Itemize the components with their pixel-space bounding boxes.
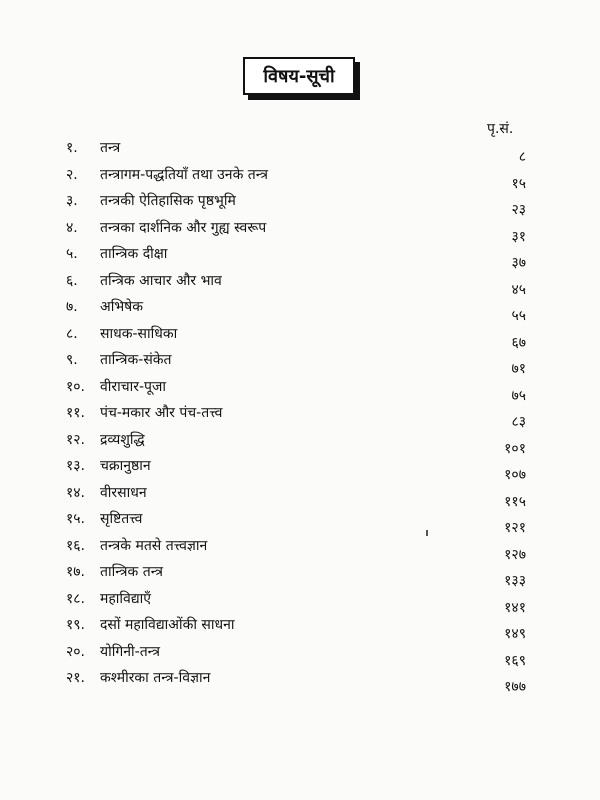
entry-title: वीराचार-पूजा — [100, 378, 167, 395]
entry-page: ५५ — [511, 308, 526, 324]
toc-entry — [66, 430, 526, 457]
entry-title: तान्त्रिक दीक्षा — [100, 246, 168, 262]
toc-entry — [66, 456, 526, 483]
entry-page: १४१ — [504, 599, 526, 616]
toc-entry — [66, 350, 526, 377]
toc-entry — [66, 165, 526, 192]
toc-entry — [66, 138, 526, 165]
entry-number: १५. — [66, 511, 86, 527]
entry-title: दसों महाविद्याओंकी साधना — [100, 617, 235, 633]
entry-page: ८३ — [511, 414, 526, 430]
entry-page: २३ — [511, 202, 526, 218]
entry-page: १४९ — [504, 626, 526, 642]
toc-entry — [66, 297, 526, 324]
toc-entry — [66, 562, 526, 589]
entry-number: १७. — [66, 564, 86, 580]
entry-page: १२७ — [504, 546, 526, 563]
entry-number: ५. — [66, 246, 78, 262]
entry-title: महाविद्याएँ — [100, 590, 152, 607]
entry-page: ७१ — [511, 361, 526, 377]
entry-number: १४. — [66, 484, 86, 501]
entry-number: ११. — [66, 405, 86, 421]
page-number-header: पृ.सं. — [487, 121, 514, 137]
toc-entry — [66, 589, 526, 616]
entry-page: १२१ — [504, 520, 526, 536]
entry-page: ६७ — [511, 334, 526, 351]
entry-page: ३७ — [511, 255, 526, 271]
entry-title: योगिनी-तन्त्र — [100, 643, 160, 660]
entry-title: अभिषेक — [100, 299, 144, 315]
entry-number: ७. — [66, 299, 78, 315]
page-title — [243, 57, 355, 95]
entry-number: १०. — [66, 378, 86, 395]
toc-entry — [66, 668, 526, 695]
entry-number: ४. — [66, 219, 78, 236]
entry-number: २. — [66, 166, 78, 183]
entry-number: १९. — [66, 617, 86, 633]
entry-page: १५ — [511, 175, 526, 192]
entry-title: तान्त्रिक तन्त्र — [100, 564, 163, 580]
entry-title: वीरसाधन — [100, 484, 147, 501]
toc-entry — [66, 642, 526, 669]
entry-title: द्रव्यशुद्धि — [100, 431, 145, 448]
toc-entry — [66, 218, 526, 245]
entry-title: तन्त्र — [100, 140, 121, 156]
title-text: विषय-सूची — [263, 66, 335, 87]
entry-page: १७७ — [504, 679, 526, 695]
toc-entry — [66, 244, 526, 271]
toc-entry — [66, 377, 526, 404]
entry-page: ३१ — [511, 228, 526, 245]
entry-title: तन्त्रका दार्शनिक और गुह्य स्वरूप — [100, 219, 267, 236]
entry-number: २१. — [66, 670, 86, 686]
entry-number: ३. — [66, 193, 78, 209]
toc-entry — [66, 324, 526, 351]
toc-entry — [66, 191, 526, 218]
entry-title: पंच-मकार और पंच-तत्त्व — [100, 405, 223, 421]
entry-title: तान्त्रिक-संकेत — [100, 352, 172, 368]
entry-page: १३३ — [504, 573, 526, 589]
entry-number: १. — [66, 140, 78, 156]
entry-number: १२. — [66, 431, 86, 448]
table-of-contents — [66, 138, 526, 695]
entry-title: साधक-साधिका — [100, 325, 178, 342]
toc-entry — [66, 509, 526, 536]
entry-page: ७५ — [511, 387, 526, 404]
entry-title: तन्त्रिक आचार और भाव — [100, 272, 222, 289]
toc-entry — [66, 536, 526, 563]
entry-page: १०७ — [504, 467, 526, 483]
ink-speck — [426, 530, 428, 536]
entry-number: १३. — [66, 458, 86, 474]
entry-number: ८. — [66, 325, 78, 342]
entry-title: सृष्टितत्त्व — [100, 511, 143, 527]
entry-number: ६. — [66, 272, 78, 289]
entry-page: १०१ — [504, 440, 526, 457]
entry-title: तन्त्रागम-पद्धतियाँ तथा उनके तन्त्र — [100, 166, 269, 183]
entry-page: ८ — [518, 149, 526, 165]
toc-entry — [66, 271, 526, 298]
entry-title: चक्रानुष्ठान — [100, 458, 151, 474]
entry-number: ९. — [66, 352, 78, 368]
entry-title: तन्त्रके मतसे तत्त्वज्ञान — [100, 537, 208, 554]
entry-page: १६९ — [504, 652, 526, 669]
entry-page: ११५ — [504, 493, 526, 510]
entry-number: २०. — [66, 643, 86, 660]
entry-title: कश्मीरका तन्त्र-विज्ञान — [100, 670, 211, 686]
toc-entry — [66, 403, 526, 430]
entry-page: ४५ — [511, 281, 526, 298]
toc-entry — [66, 483, 526, 510]
toc-entry — [66, 615, 526, 642]
entry-title: तन्त्रकी ऐतिहासिक पृष्ठभूमि — [100, 193, 236, 209]
entry-number: १८. — [66, 590, 86, 607]
entry-number: १६. — [66, 537, 86, 554]
